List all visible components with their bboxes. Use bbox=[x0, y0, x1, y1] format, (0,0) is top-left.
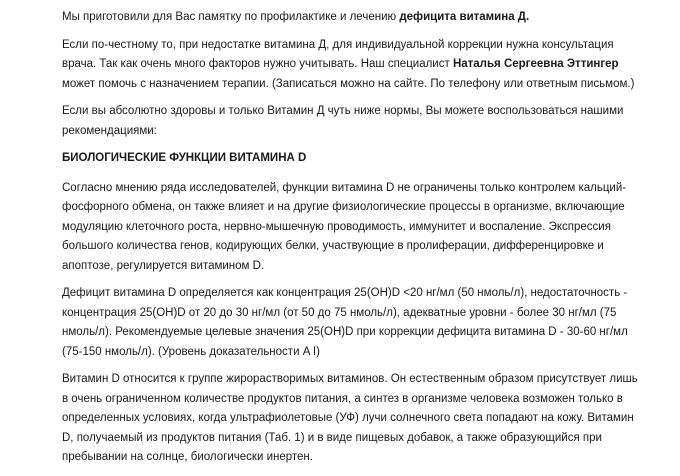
consultation-paragraph bbox=[62, 36, 642, 95]
section-heading: БИОЛОГИЧЕСКИЕ ФУНКЦИИ ВИТАМИНА D bbox=[62, 152, 307, 164]
consultation-text: Если по-честному то, при недостатке витамина Д, для индивидуальной коррекции нужна консультация врача. Так как очень много факторов нужно учитывать. Наш специалист bbox=[62, 38, 614, 70]
intro-paragraph bbox=[62, 8, 642, 28]
recommendations-paragraph: Если вы абсолютно здоровы и только Витамин Д чуть ниже нормы, Вы можете воспользоваться нашими рекомендациями: bbox=[62, 105, 624, 137]
fat-soluble-paragraph: Витамин D относится к группе жирорастворимых витаминов. Он естественным образом присутствует лишь в очень ограниченном количестве продуктов питания, а синтез в организме человека возможен только в определенных условиях, когда ультрафиолетовые (УФ) лучи солнечного света попадают на кожу. Витамин D, получаемый из продуктов питания (Таб. 1) и в виде пищевых добавок, а также образующийся при пребывании на солнце, биологически инертен. bbox=[62, 373, 638, 463]
intro-bold-text: дефицита витамина Д. bbox=[399, 11, 530, 23]
consultation-text-end: может помочь с назначением терапии. (Записаться можно на сайте. По телефону или ответным письмом.) bbox=[62, 77, 635, 90]
intro-text: Мы приготовили для Вас памятку по профилактике и лечению bbox=[62, 11, 400, 23]
document-body bbox=[62, 8, 642, 476]
specialist-name: Наталья Сергеевна Эттингер bbox=[452, 58, 619, 70]
deficiency-paragraph: Дефицит витамина D определяется как концентрация 25(OH)D <20 нг/мл (50 нмоль/л), недостаточность - концентрация 25(OH)D от 20 до 30 нг/мл (от 50 до 75 нмоль/л), адекватные уровни - более 30 нг/мл (75 нмоль/л). Рекомендуемые целевые значения 25(OH)D при коррекции дефицита витамина D - 30-60 нг/мл (75-150 нмоль/л). (Уровень доказательности A I) bbox=[62, 287, 628, 358]
functions-paragraph: Согласно мнению ряда исследователей, функции витамина D не ограничены только контролем кальций-фосфорного обмена, он также влияет и на другие физиологические процессы в организме, включающие модуляцию клеточного роста, нервно-мышечную проводимость, иммунитет и воспаление. Экспрессия большого количества генов, кодирующих белки, участвующие в пролиферации, дифференцировке и апоптозе, регулируется витамином D. bbox=[62, 181, 627, 272]
